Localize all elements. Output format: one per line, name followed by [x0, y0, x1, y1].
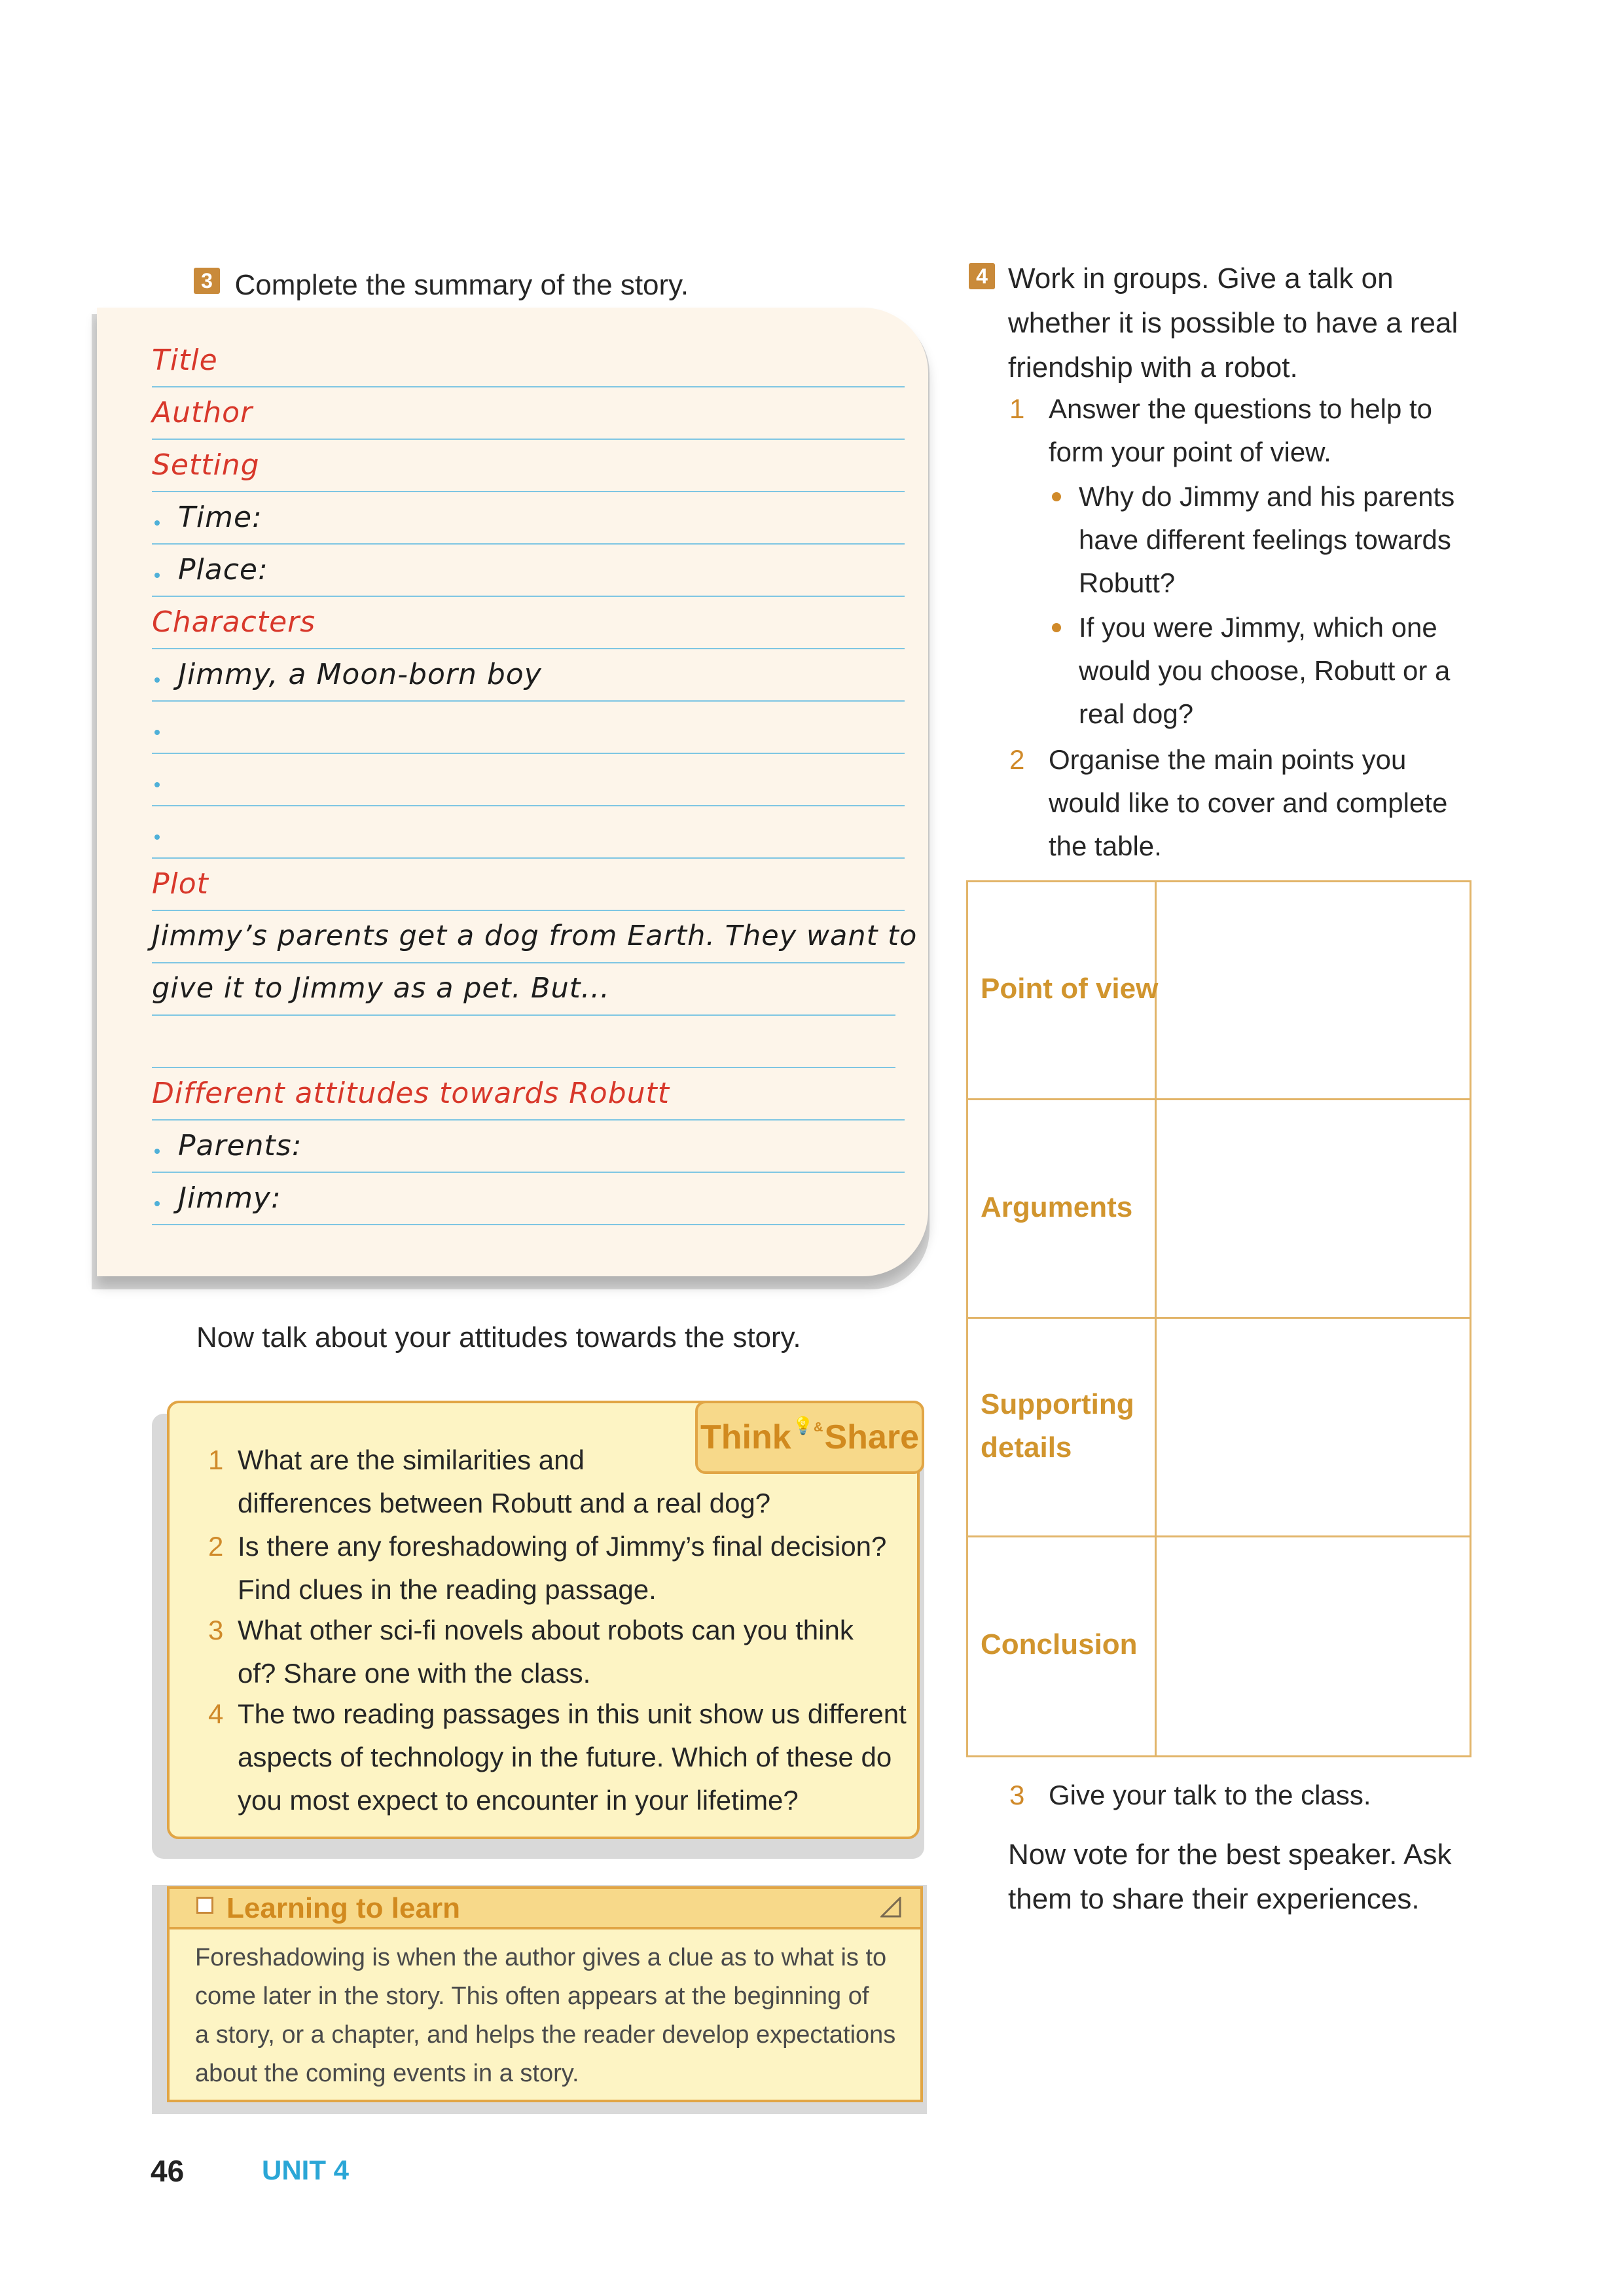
writing-line[interactable] — [152, 1224, 905, 1225]
step-number: 3 — [1009, 1780, 1025, 1810]
learning-text: Foreshadowing is when the author gives a clue as to what is to come later in the story. This often appears at the beginning of a story, or a chapter, and helps the reader develop expectations about the coming events in a story. — [195, 1944, 896, 2087]
writing-line[interactable] — [152, 386, 905, 387]
table-label-point-of-view: Point of view — [981, 973, 1159, 1005]
bullet-dot — [154, 782, 160, 787]
table-divider — [966, 1098, 1471, 1100]
table-label-arguments: Arguments — [981, 1191, 1133, 1223]
writing-line[interactable] — [152, 596, 905, 597]
think-share-question: 1 — [208, 1444, 224, 1475]
think-share-question: 4 — [208, 1698, 224, 1729]
step-number: 2 — [1009, 744, 1025, 775]
table-divider — [966, 1317, 1471, 1319]
section-4-instruction: Work in groups. Give a talk on whether it is possible to have a real friendship with a robot. — [1008, 262, 1458, 384]
summary-character-1: Jimmy, a Moon-born boy — [178, 658, 542, 691]
page-number: 46 — [151, 2154, 185, 2188]
bullet-dot — [154, 677, 160, 683]
summary-plot-label: Plot — [152, 867, 209, 901]
think-share-question: 2 — [208, 1531, 224, 1562]
writing-line[interactable] — [152, 1172, 905, 1173]
writing-line[interactable] — [152, 439, 905, 440]
step-2-text: Organise the main points you would like to cover and complete the table. — [1049, 744, 1448, 861]
section-3-instruction: Complete the summary of the story. — [234, 269, 689, 301]
writing-line[interactable] — [152, 648, 905, 649]
writing-line[interactable] — [152, 1014, 895, 1016]
follow-up-prompt: Now talk about your attitudes towards the story. — [196, 1321, 801, 1354]
bullet-dot — [154, 1149, 160, 1154]
writing-line[interactable] — [152, 1119, 905, 1121]
writing-line[interactable] — [152, 753, 905, 754]
table-cell-conclusion[interactable] — [1159, 1539, 1466, 1752]
summary-characters-label: Characters — [152, 605, 316, 639]
writing-line[interactable] — [152, 857, 905, 859]
think-share-question-1: What are the similarities and differences between Robutt and a real dog? — [238, 1444, 771, 1518]
bullet-dot — [1052, 492, 1061, 501]
section-3-header — [194, 263, 689, 308]
summary-setting-label: Setting — [152, 448, 260, 482]
bullet-dot — [154, 834, 160, 840]
learning-title: Learning to learn — [226, 1892, 460, 1924]
summary-author-label: Author — [152, 396, 253, 429]
bullet-dot — [154, 573, 160, 578]
writing-line[interactable] — [152, 543, 905, 545]
summary-title-label: Title — [152, 344, 218, 377]
summary-time-label: Time: — [178, 501, 262, 534]
summary-plot-line-1: Jimmy’s parents get a dog from Earth. They want to — [152, 920, 918, 952]
writing-line[interactable] — [152, 805, 905, 806]
summary-plot-line-2: give it to Jimmy as a pet. But... — [152, 972, 610, 1005]
think-label: Think — [700, 1418, 791, 1456]
step-number: 1 — [1009, 393, 1025, 424]
lightbulb-icon: 💡& — [792, 1416, 823, 1435]
bullet-dot — [154, 730, 160, 735]
section-number-badge: 3 — [194, 268, 220, 294]
summary-parents-label: Parents: — [178, 1129, 302, 1162]
table-divider — [1155, 880, 1157, 1757]
table-divider — [966, 1535, 1471, 1537]
writing-line[interactable] — [152, 700, 905, 702]
share-label: Share — [824, 1418, 920, 1456]
step-1-text: Answer the questions to help to form your point of view. — [1049, 393, 1433, 467]
checkbox-icon — [196, 1897, 213, 1914]
bullet-dot — [154, 1201, 160, 1206]
think-share-question-3: What other sci-fi novels about robots can you think of? Share one with the class. — [238, 1615, 854, 1689]
think-share-question-2: Is there any foreshadowing of Jimmy’s final decision? Find clues in the reading passage. — [238, 1531, 887, 1605]
writing-line[interactable] — [152, 962, 905, 963]
section-4-badge-wrap — [969, 263, 995, 289]
step-1-bullet-2: If you were Jimmy, which one would you choose, Robutt or a real dog? — [1079, 612, 1451, 729]
corner-triangle-icon — [880, 1897, 901, 1918]
unit-label: UNIT 4 — [262, 2155, 350, 2185]
table-cell-arguments[interactable] — [1159, 1102, 1466, 1315]
step-1-bullet-1: Why do Jimmy and his parents have different feelings towards Robutt? — [1079, 481, 1455, 598]
section-number-badge: 4 — [969, 263, 995, 289]
summary-place-label: Place: — [178, 553, 268, 586]
summary-jimmy-label: Jimmy: — [178, 1181, 281, 1215]
step-3-text: Give your talk to the class. — [1049, 1780, 1371, 1810]
writing-line[interactable] — [152, 1067, 895, 1068]
writing-line[interactable] — [152, 910, 905, 911]
bullet-dot — [154, 520, 160, 526]
summary-attitudes-label: Different attitudes towards Robutt — [152, 1077, 670, 1110]
writing-line[interactable] — [152, 491, 905, 492]
table-cell-supporting-details[interactable] — [1159, 1321, 1466, 1534]
think-share-question: 3 — [208, 1615, 224, 1645]
table-label-conclusion: Conclusion — [981, 1628, 1138, 1660]
table-label-supporting-details: Supporting details — [981, 1388, 1134, 1463]
table-cell-point-of-view[interactable] — [1159, 884, 1466, 1096]
bullet-dot — [1052, 623, 1061, 632]
think-share-question-4: The two reading passages in this unit show us different aspects of technology in the future. Which of these do you most expect to encounter in your lifetime? — [238, 1698, 907, 1816]
closing-instruction: Now vote for the best speaker. Ask them to share their experiences. — [1008, 1839, 1452, 1915]
